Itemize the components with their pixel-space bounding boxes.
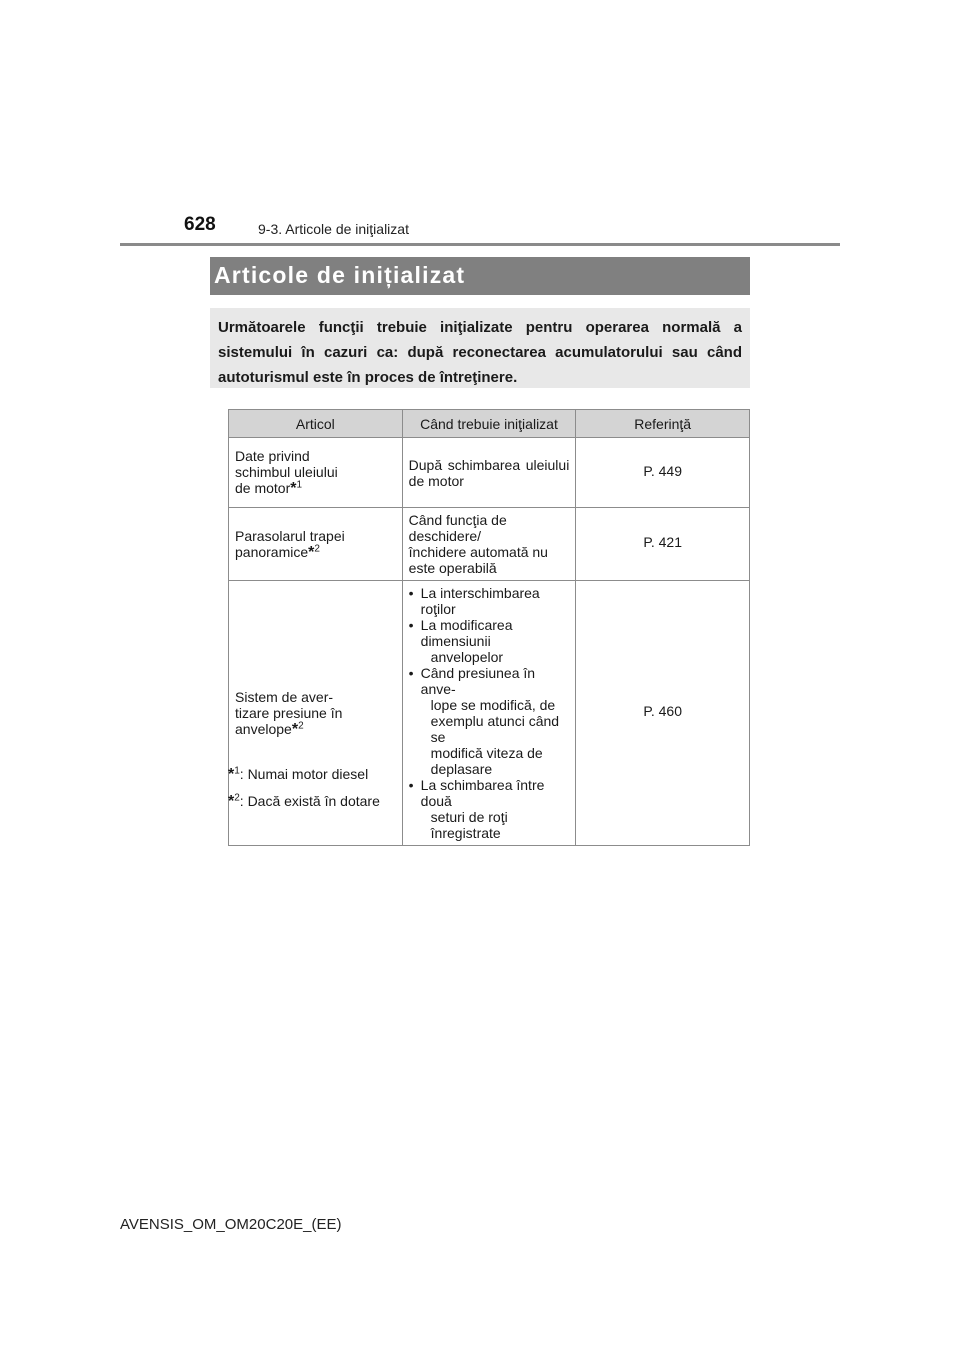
footnote-marker: * [228,766,235,783]
when-cell [402,508,576,581]
item-line: Parasolarul trapei [235,527,345,544]
item-line: Sistem de aver- [235,688,334,705]
footnote-text: : Dacă există în dotare [239,793,380,809]
footnote-marker: * [308,543,315,561]
reference-cell [576,438,750,508]
header-reference: Referinţă [576,410,750,438]
header-item: Articol [229,410,403,438]
page-number: 628 [184,214,216,235]
footnote-marker: * [228,793,235,810]
item-cell [229,438,403,508]
footnote-number: 1 [234,765,240,777]
footnote-marker: * [290,480,297,497]
header-divider [120,243,840,246]
list-item: • La interschimbarea roţilor [408,585,540,617]
header-when: Când trebuie iniţializat [402,410,576,438]
when-line: este operabilă [408,560,497,576]
list-item: • La modificarea dimensiunii anvelopelor [408,617,513,665]
footnote-text: : Numai motor diesel [239,766,369,782]
reference-link: P. 421 [643,534,682,550]
table-row [229,508,750,581]
reference-link: P. 449 [643,462,682,479]
condition-list [409,585,570,841]
item-line: anvelope [235,720,292,737]
when-cell [402,581,576,846]
document-code: AVENSIS_OM_OM20C20E_(EE) [120,1216,342,1233]
footnote-number: 2 [234,792,240,804]
item-line: panoramice [235,543,309,560]
item-cell [229,508,403,581]
footnote-2 [228,793,380,811]
when-cell [402,438,576,508]
intro-box: Următoarele funcţii trebuie iniţializate pentru operarea normală a sistemului în cazuri ca: după reconectarea acumulatorului sau când autoturismul este în proces de întreţinere. [210,308,750,388]
footnote-number: 2 [314,542,320,554]
footnote-number: 1 [296,479,303,491]
footnote-1 [228,766,368,784]
when-line: Când funcţia de deschidere/ [408,512,507,544]
table-row [229,438,750,508]
footnote-number: 2 [298,719,304,731]
item-line: de motor [235,480,291,496]
reference-cell [576,581,750,846]
list-item: • Când presiunea în anve- lope se modifică, de exemplu atunci când se modifică viteza de deplasare [408,665,560,777]
section-title-band [210,257,750,295]
reference-link: P. 460 [643,703,682,719]
reference-cell [576,508,750,581]
section-title: Articole de inițializat [214,262,466,288]
when-line: închidere automată nu [408,544,548,560]
item-line: Date privind [235,448,310,464]
table-header-row [229,410,750,438]
footnote-marker: * [291,720,299,738]
when-text: După schimbarea uleiului de motor [408,456,570,489]
item-line: schimbul uleiului [235,464,338,480]
section-label: 9-3. Articole de iniţializat [258,221,409,237]
list-item: • La schimbarea între două seturi de roţi înregistrate [408,777,545,841]
item-line: tizare presiune în [235,704,343,721]
